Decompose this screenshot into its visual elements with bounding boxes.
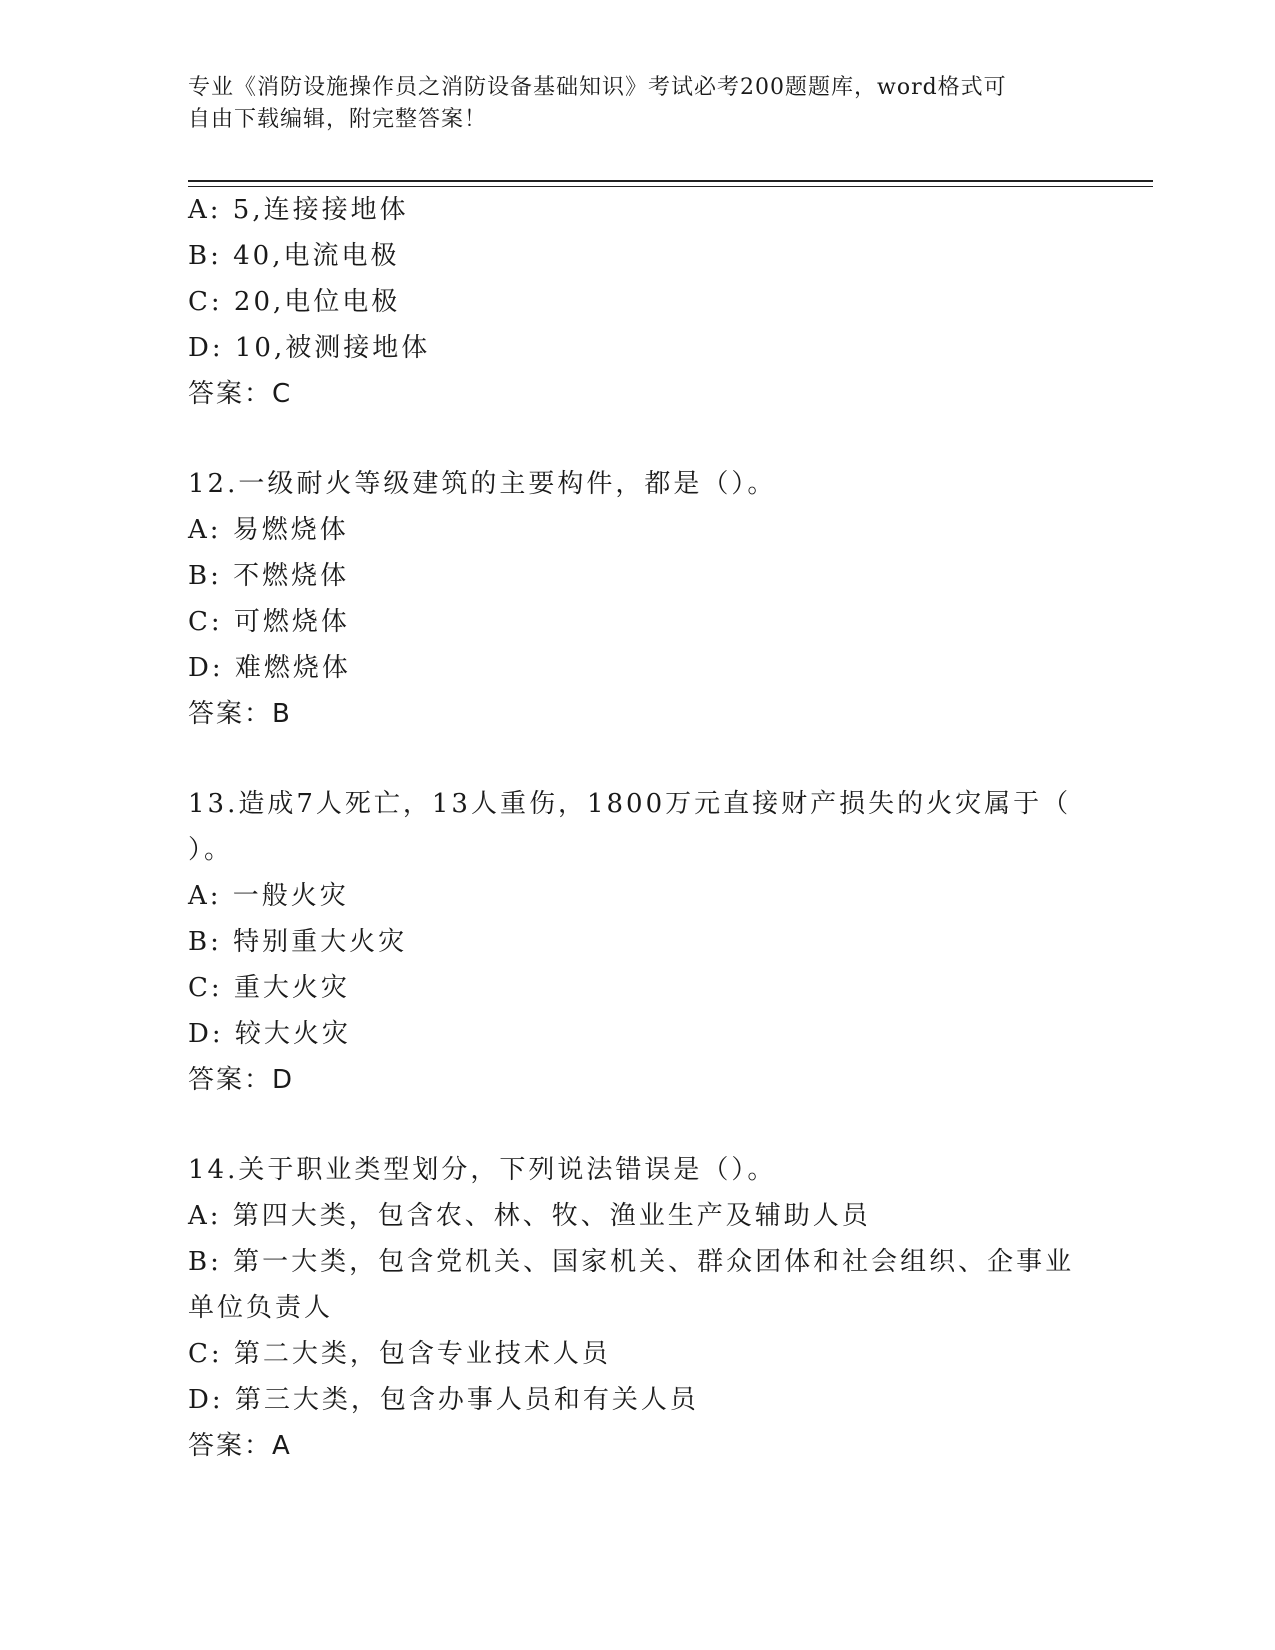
answer-line: 答案：A (188, 1431, 292, 1461)
answer-line: 答案：C (188, 379, 293, 409)
option-d: D: 较大火灾 (188, 1019, 351, 1049)
option-b: B: 特别重大火灾 (188, 927, 408, 957)
header-line-1: 专业《消防设施操作员之消防设备基础知识》考试必考200题题库，word格式可 (188, 75, 1007, 100)
option-b-line-2: 单位负责人 (188, 1293, 334, 1323)
option-d: D: 难燃烧体 (188, 653, 351, 683)
option-c: C: 重大火灾 (188, 973, 350, 1003)
question-14 (188, 1147, 1088, 1469)
option-b: B: 40,电流电极 (188, 241, 400, 271)
option-d: D: 第三大类，包含办事人员和有关人员 (188, 1385, 699, 1415)
answer-line: 答案：D (188, 1065, 295, 1095)
question-stem: 12.一级耐火等级建筑的主要构件，都是（）。 (188, 469, 777, 499)
document-header (188, 72, 1088, 136)
header-divider-thick (188, 180, 1153, 182)
option-b: B: 不燃烧体 (188, 561, 350, 591)
option-a: A: 5,连接接地体 (188, 195, 409, 225)
question-stem-line-1: 13.造成7人死亡，13人重伤，1800万元直接财产损失的火灾属于（ (188, 789, 1072, 819)
spacer (188, 737, 1088, 781)
header-line-2: 自由下载编辑，附完整答案！ (188, 107, 488, 132)
question-list (188, 187, 1088, 1469)
question-12 (188, 461, 1088, 737)
option-a: A: 易燃烧体 (188, 515, 349, 545)
question-13 (188, 781, 1088, 1103)
option-c: C: 第二大类，包含专业技术人员 (188, 1339, 611, 1369)
option-c: C: 可燃烧体 (188, 607, 350, 637)
option-d: D: 10,被测接地体 (188, 333, 431, 363)
question-stem-line-2: ）。 (188, 835, 234, 865)
question-stem: 14.关于职业类型划分，下列说法错误是（）。 (188, 1155, 777, 1185)
option-c: C: 20,电位电极 (188, 287, 401, 317)
spacer (188, 1103, 1088, 1147)
question-11 (188, 187, 1088, 417)
spacer (188, 417, 1088, 461)
option-a: A: 第四大类，包含农、林、牧、渔业生产及辅助人员 (188, 1201, 871, 1231)
option-b-line-1: B: 第一大类，包含党机关、国家机关、群众团体和社会组织、企事业 (188, 1247, 1075, 1277)
answer-line: 答案：B (188, 699, 292, 729)
option-a: A: 一般火灾 (188, 881, 349, 911)
